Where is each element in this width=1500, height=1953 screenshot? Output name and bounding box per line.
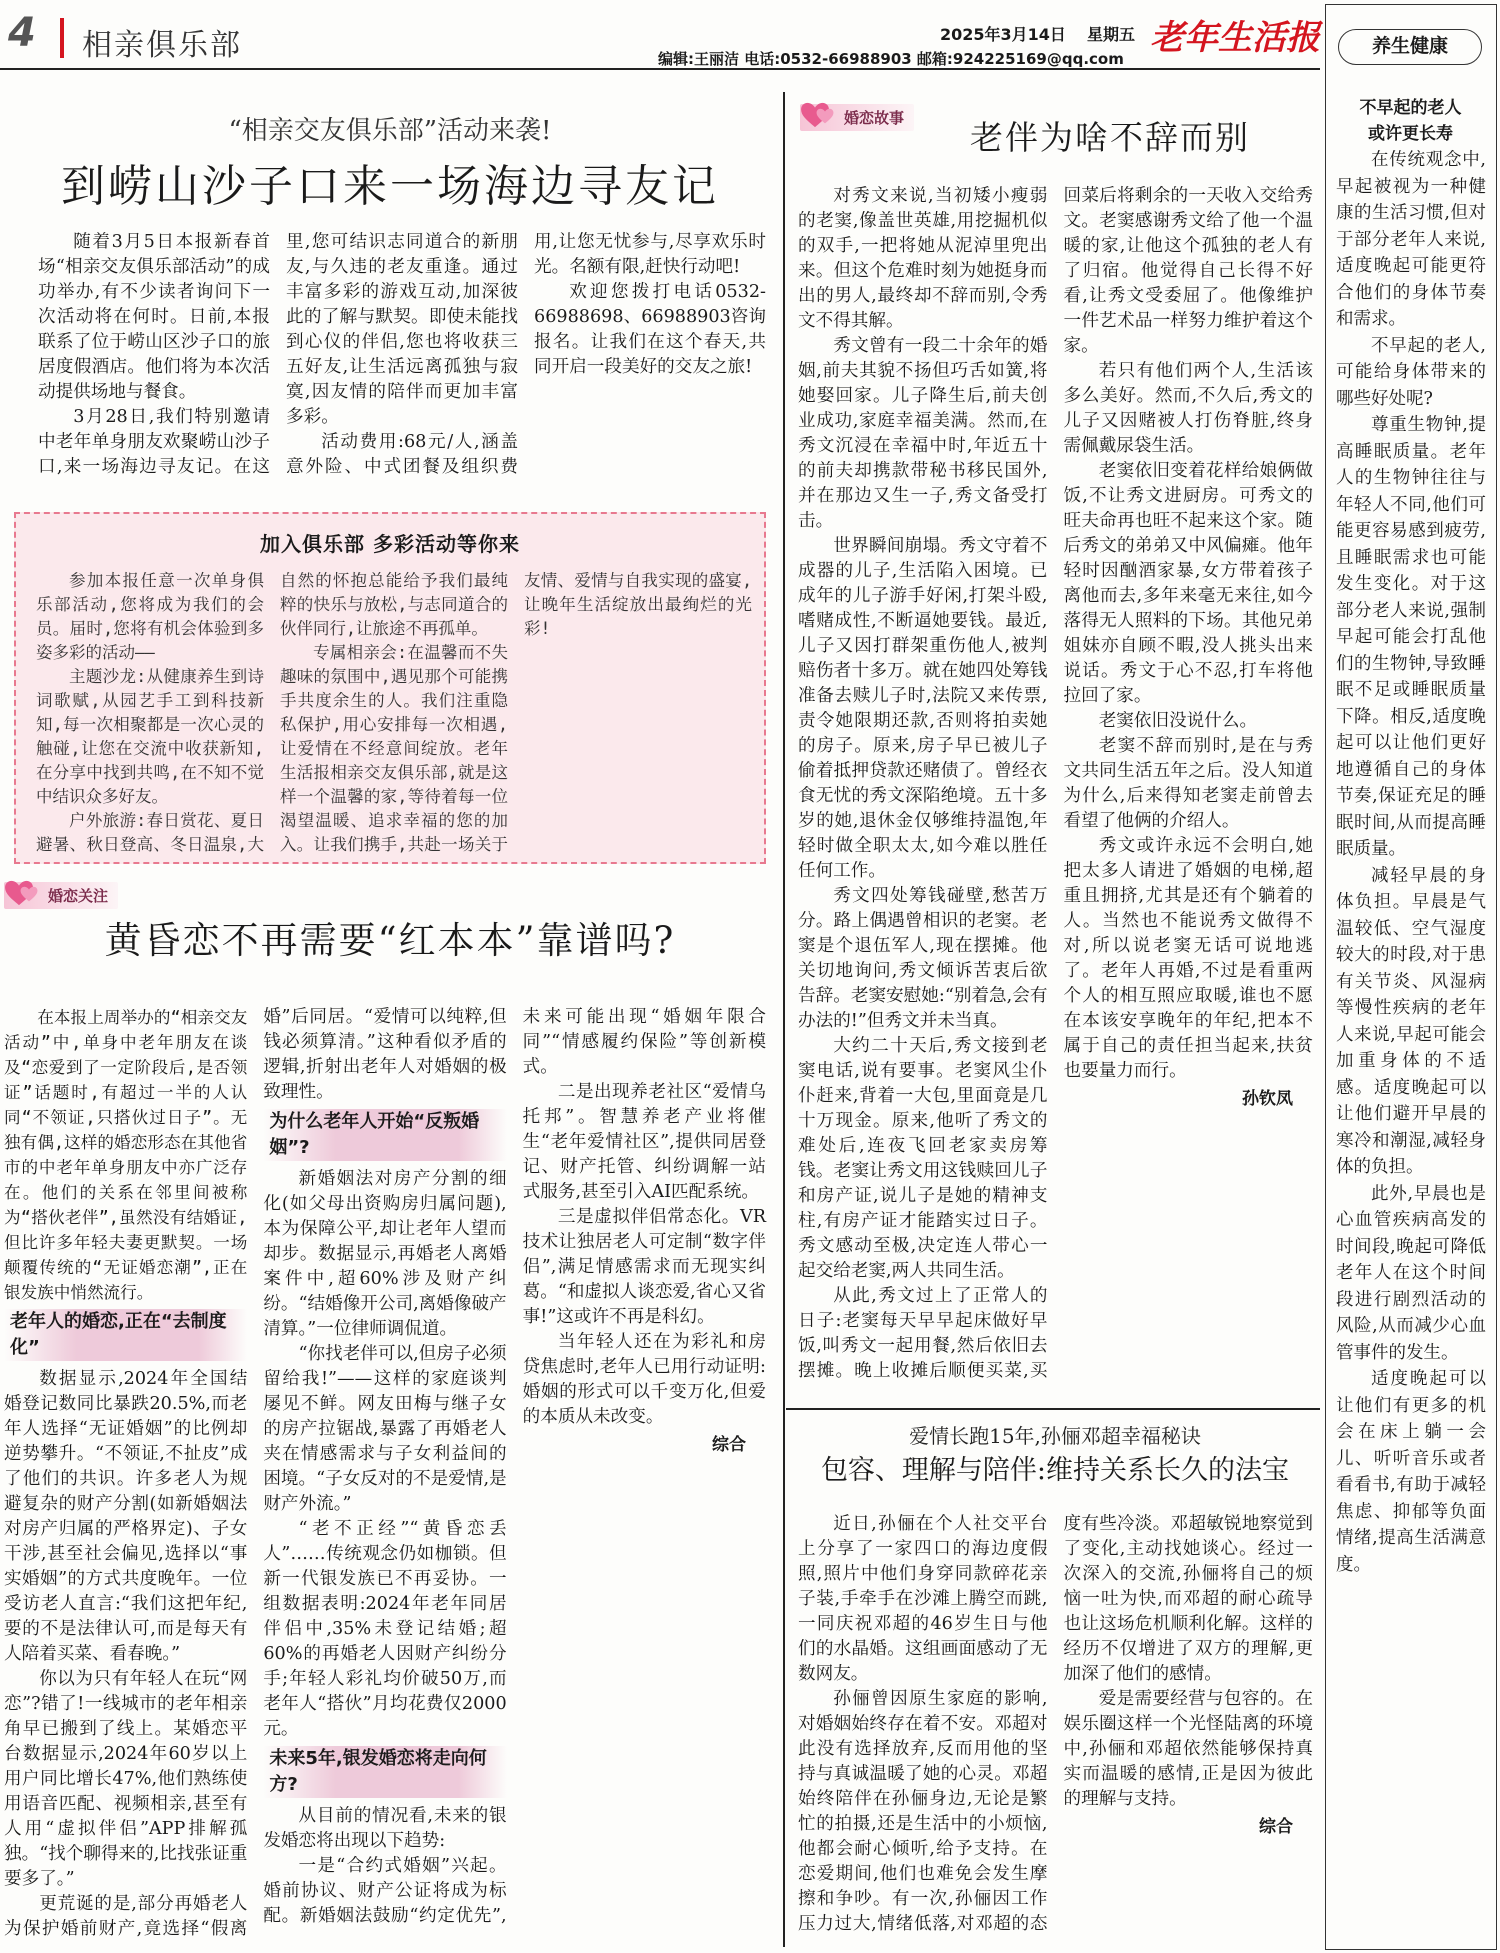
article3-para: 老窦不辞而别时,是在与秀文共同生活五年之后。没人知道为什么,后来得知老窦走前曾去看望了他俩的介绍人。	[1063, 736, 1313, 831]
article4-para: 爱是需要经营与包容的。在娱乐圈这样一个光怪陆离的环境中,孙俪和邓超依然能够保持真实而温暖的感情,正是因为彼此的理解与支持。	[1063, 1689, 1313, 1809]
sidebar-body	[1336, 147, 1486, 1942]
article2-para: 从目前的情况看,未来的银发婚恋将出现以下趋势:	[263, 1806, 507, 1851]
article1-title: 到崂山沙子口来一场海边寻友记	[61, 161, 719, 212]
sidebar-title-line2: 或许更长寿	[1368, 124, 1453, 144]
article2-para: 当年轻人还在为彩礼和房贷焦虑时,老年人已用行动证明:婚姻的形式可以千变万化,但爱的本质从未改变。	[522, 1332, 766, 1427]
issue-date: 2025年3月14日	[940, 25, 1066, 44]
issue-weekday: 星期五	[1087, 25, 1136, 44]
heart-icon	[816, 108, 834, 124]
article1-para: 随着3月5日本报新春首场“相亲交友俱乐部活动”的成功举办,有不少读者询问下一次活动将在何时。日前,本报联系了位于崂山区沙子口的旅居度假酒店。他们将为本次活动提供场地与餐食。	[38, 232, 270, 402]
article2-tag-wrap	[4, 878, 204, 908]
article1-para: 欢迎您拨打电话0532-66988698、66988903咨询报名。让我们在这个春天,共同开启一段美好的交友之旅!	[534, 282, 766, 377]
heart-icon	[20, 886, 38, 902]
sidebar-title	[1326, 95, 1495, 147]
article3-tag: 婚恋故事	[800, 104, 914, 131]
article2-para: 新婚姻法对房产分割的细化(如父母出资购房归属问题),本为保障公平,却让老年人望而却步。数据显示,再婚老人离婚案件中,超60%涉及财产纠纷。“结婚像开公司,离婚像破产清算。”一位律师调侃道。	[263, 1169, 507, 1339]
article3-para: 老窦依旧变着花样给娘俩做饭,不让秀文进厨房。可秀文的旺夫命再也旺不起来这个家。随后秀文的弟弟又中风偏瘫。他年轻时因酗酒家暴,女方带着孩子离他而去,多年来毫无来往,如今落得无人照料的下场。其他兄弟姐妹亦自顾不暇,没人挑头出来说话。秀文于心不忍,打车将他拉回了家。	[1063, 461, 1313, 706]
editor-line: 编辑:王丽洁 电话:0532-66988903 邮箱:924225169@qq.com	[658, 50, 1124, 68]
article2-para: 数据显示,2024年全国结婚登记数同比暴跌20.5%,而老年人选择“无证婚姻”的比例却逆势攀升。“不领证,不扯皮”成了他们的共识。许多老人为规避复杂的财产分割(如新婚姻法对房产归属的严格界定)、子女干涉,甚至社会偏见,选择以“事实婚姻”的方式共度晚年。一位受访老人直言:“我们这把年纪,要的不是法律认可,而是每天有人陪着买菜、看春晚。”	[4, 1369, 248, 1664]
article4-para: 孙俪曾因原生家庭的影响,对婚姻始终存在着不安。邓超对此没有选择放弃,反而用他的坚持与真诚温暖了她的心灵。邓超始终陪伴在孙俪身边,无论是繁忙的拍摄,还是生活中的小烦恼,他都会耐心倾听,给予支持。在恋爱期间,他们也难免会发生摩擦和争吵。有一次,孙俪因工作压力过大,情绪低落,对邓超的态度有些冷淡。邓超敏锐地察觉到了变化,主动找她谈心。经过一次深入的交流,孙俪将自己的烦恼一吐为快,而邓超的耐心疏导也让这场危机顺利化解。这样的经历不仅增进了双方的理解,更加深了他们的感情。	[798, 1514, 1313, 1934]
sidebar-section-label: 养生健康	[1338, 29, 1482, 65]
article2-subhead: 为什么老年人开始“反叛婚姻”?	[263, 1109, 506, 1161]
sidebar-para: 尊重生物钟,提高睡眠质量。老年人的生物钟往往与年轻人不同,他们可能更容易感到疲劳,且睡眠需求也可能发生变化。对于这部分老人来说,强制早起可能会打乱他们的生物钟,导致睡眠不足或睡眠质量下降。相反,适度晚起可以让他们更好地遵循自己的身体节奏,保证充足的睡眠时间,从而提高睡眠质量。	[1336, 415, 1486, 859]
sidebar-para: 减轻早晨的身体负担。早晨是气温较低、空气湿度较大的时段,对于患有关节炎、风湿病等慢性疾病的老年人来说,早起可能会加重身体的不适感。适度晚起可以让他们避开早晨的寒冷和潮湿,减轻身体的负担。	[1336, 865, 1486, 1177]
article3-para: 秀文或许永远不会明白,她把太多人请进了婚姻的电梯,超重且拥挤,尤其是还有个躺着的人。当然也不能说秀文做得不对,所以说老窦无话可说地逃了。老年人再婚,不过是看重两个人的相互照应取暖,谁也不愿在本该安享晚年的年纪,把本不属于自己的责任担当起来,扶贫也要量力而行。	[1063, 836, 1313, 1081]
club-box	[14, 512, 766, 864]
article2-subhead: 未来5年,银发婚恋将走向何方?	[263, 1746, 506, 1798]
paper-logo: 老年生活报	[1150, 18, 1320, 58]
article4-para: 近日,孙俪在个人社交平台上分享了一家四口的海边度假照,照片中他们身穿同款碎花亲子装,手牵手在沙滩上腾空而跳,一同庆祝邓超的46岁生日与他们的水晶婚。这组画面感动了无数网友。	[798, 1514, 1048, 1684]
article3-para: 对秀文来说,当初矮小瘦弱的老窦,像盖世英雄,用挖掘机似的双手,一把将她从泥淖里兜出来。但这个危难时刻为她挺身而出的男人,最终却不辞而别,令秀文不得其解。	[798, 186, 1048, 331]
article2-subhead: 老年人的婚恋,正在“去制度化”	[4, 1309, 247, 1361]
article4-signature: 综合	[1259, 1817, 1293, 1837]
club-box-para: 参加本报任意一次单身俱乐部活动,您将成为我们的会员。届时,您将有机会体验到多姿多彩的活动——	[36, 571, 264, 662]
section-name: 相亲俱乐部	[82, 28, 242, 63]
article2-para: 二是出现养老社区“爱情乌托邦”。智慧养老产业将催生“老年爱情社区”,提供同居登记、财产托管、纠纷调解一站式服务,甚至引入AI匹配系统。	[522, 1082, 766, 1202]
article1-kicker: “相亲交友俱乐部”活动来袭!	[228, 116, 552, 146]
article3-para: 若只有他们两个人,生活该多么美好。然而,不久后,秀文的儿子又因赌被人打伤脊脏,终身需佩戴尿袋生活。	[1063, 361, 1313, 456]
club-box-body	[36, 569, 752, 859]
article4-kicker: 爱情长跑15年,孙俪邓超幸福秘诀	[909, 1424, 1201, 1448]
header-bar	[60, 18, 64, 58]
article2-tag: 婚恋关注	[4, 882, 118, 909]
header-rule	[0, 68, 1320, 70]
sidebar-para: 不早起的老人,可能给身体带来的哪些好处呢?	[1336, 335, 1486, 409]
sidebar-frame	[1325, 4, 1497, 1950]
article2-para: 更荒诞的是,部分再婚老人为保护婚前财产,竟选择“假离婚”后同居。“爱情可以纯粹,但钱必须算清。”这种看似矛盾的逻辑,折射出老年人对婚姻的极致理性。	[4, 1007, 507, 1939]
article2-para: 三是虚拟伴侣常态化。VR技术让独居老人可定制“数字伴侣”,满足情感需求而无现实纠葛。“和虚拟人谈恋爱,省心又省事!”这或许不再是科幻。	[522, 1207, 766, 1327]
club-box-title: 加入俱乐部 多彩活动等你来	[260, 532, 520, 556]
article3-para: 大约二十天后,秀文接到老窦电话,说有要事。老窦风尘仆仆赶来,背着一大包,里面竟是几十万现金。原来,他听了秀文的难处后,连夜飞回老家卖房筹钱。老窦让秀文用这钱赎回儿子和房产证,说儿子是她的精神支柱,有房产证才能踏实过日子。秀文感动至极,决定连人带心一起交给老窦,两人共同生活。	[798, 1036, 1048, 1281]
article3-para: 老窦依旧没说什么。	[1098, 711, 1258, 731]
page-number: 4	[8, 10, 36, 56]
article4-rule	[786, 1408, 1320, 1410]
article3-signature: 孙钦凤	[1242, 1089, 1293, 1109]
column-divider	[783, 92, 785, 1947]
article3-title: 老伴为啥不辞而别	[970, 118, 1250, 157]
article2-para: “你找老伴可以,但房子必须留给我!”——这样的家庭谈判屡见不鲜。网友田梅与继子女的房产拉锯战,暴露了再婚老人夹在情感需求与子女利益间的困境。“子女反对的不是爱情,是财产外流。”	[263, 1344, 507, 1514]
sidebar-para: 在传统观念中,早起被视为一种健康的生活习惯,但对于部分老年人来说,适度晚起可能更符合他们的身体节奏和需求。	[1336, 150, 1486, 329]
article3-para: 秀文曾有一段二十余年的婚姻,前夫其貌不扬但巧舌如簧,将她娶回家。儿子降生后,前夫创业成功,家庭幸福美满。然而,在秀文沉浸在幸福中时,年近五十的前夫却携款带秘书移民国外,并在那边又生一子,秀文备受打击。	[798, 336, 1048, 531]
article2-para: “老不正经”“黄昏恋丢人”……传统观念仍如枷锁。但新一代银发族已不再妥协。一组数据表明:2024年老年同居伴侣中,35%未登记结婚;超60%的再婚老人因财产纠纷分手;年轻人彩礼均价破50万,而老年人“搭伙”月均花费仅2000元。	[263, 1519, 507, 1739]
article1-body	[38, 230, 766, 495]
article2-lead: 在本报上周举办的“相亲交友活动”中,单身中老年朋友在谈及“恋爱到了一定阶段后,是否领证”话题时,有超过一半的人认同“不领证,只搭伙过日子”。无独有偶,这样的婚恋形态在其他省市的中老年单身朋友中亦广泛存在。他们的关系在邻里间被称为“搭伙老伴”,虽然没有结婚证,但比许多年轻夫妻更默契。一场颠覆传统的“无证婚恋潮”,正在银发族中悄然流行。	[4, 1008, 248, 1302]
article3-para: 从此,秀文过上了正常人的日子:老窦每天早早起床做好早饭,叫秀文一起用餐,然后依旧去摆摊。晚上收摊后顺便买菜,买回菜后将剩余的一天收入交给秀文。老窦感谢秀文给了他一个温暖的家,让他这个孤独的老人有了归宿。他觉得自己长得不好看,让秀文受委屈了。他像维护一件艺术品一样努力维护着这个家。	[798, 186, 1313, 1381]
sidebar-para: 适度晚起可以让他们有更多的机会在床上躺一会儿、听听音乐或者看看书,有助于减轻焦虑、抑郁等负面情绪,提高生活满意度。	[1336, 1369, 1486, 1575]
article2-signature: 综合	[711, 1435, 746, 1455]
article1-para: 活动费用:68元/人,涵盖意外险、中式团餐及组织费用,让您无忧参与,尽享欢乐时光。名额有限,赶快行动吧!	[286, 232, 766, 477]
article2-body	[4, 1005, 766, 1945]
club-box-para: 主题沙龙:从健康养生到诗词歌赋,从园艺手工到科技新知,每一次相聚都是一次心灵的触碰,让您在交流中收获新知,在分享中找到共鸣,在不知不觉中结识众多好友。	[36, 667, 264, 806]
article2-para: 你以为只有年轻人在玩“网恋”?错了!一线城市的老年相亲角早已搬到了线上。某婚恋平台数据显示,2024年60岁以上用户同比增长47%,他们熟练使用语音匹配、视频相亲,甚至有人用“虚拟伴侣”APP排解孤独。“找个聊得来的,比找张证重要多了。”	[4, 1669, 248, 1889]
article3-para: 秀文四处筹钱碰壁,愁苦万分。路上偶遇曾相识的老窦。老窦是个退伍军人,现在摆摊。他关切地询问,秀文倾诉苦衷后欲告辞。老窦安慰她:“别着急,会有办法的!”但秀文并未当真。	[798, 886, 1048, 1031]
article1-para: 3月28日,我们特别邀请中老年单身朋友欢聚崂山沙子口,来一场海边寻友记。在这里,您可结识志同道合的新朋友,与久违的老友重逢。通过丰富多彩的游戏互动,加深彼此的了解与默契。即使未能找到心仪的伴侣,您也将收获三五好友,让生活远离孤独与寂寞,因友情的陪伴而更加丰富多彩。	[38, 232, 518, 477]
page-header	[0, 0, 1335, 68]
article3-body	[798, 184, 1313, 1402]
club-box-para: 专属相亲会:在温馨而不失趣味的氛围中,遇见那个可能携手共度余生的人。我们注重隐私保护,用心安排每一次相遇,让爱情在不经意间绽放。老年生活报相亲交友俱乐部,就是这样一个温馨的家,等待着每一位渴望温暖、追求幸福的您的加入。让我们携手,共赴一场关于友情、爱情与自我实现的盛宴,让晚年生活绽放出最绚烂的光彩!	[280, 571, 752, 854]
article3-para: 世界瞬间崩塌。秀文守着不成器的儿子,生活陷入困境。已成年的儿子游手好闲,打架斗殴,嗜赌成性,不断逼她要钱。最近,儿子又因打群架重伤他人,被判赔伤者十多万。就在她四处筹钱准备去赎儿子时,法院又来传票,责令她限期还款,否则将拍卖她的房子。原来,房子早已被儿子偷着抵押贷款还赌债了。曾经衣食无忧的秀文深陷绝境。五十多岁的她,退休金仅够维持温饱,年轻时做全职太太,如今难以胜任任何工作。	[798, 536, 1048, 881]
article2-para: 一是“合约式婚姻”兴起。婚前协议、财产公证将成为标配。新婚姻法鼓励“约定优先”,未来可能出现“婚姻年限合同”“情感履约保险”等创新模式。	[263, 1007, 766, 1926]
article4-title: 包容、理解与陪伴:维持关系长久的法宝	[820, 1455, 1290, 1486]
article4-body	[798, 1512, 1313, 1947]
article2-title: 黄昏恋不再需要“红本本”靠谱吗?	[104, 919, 676, 962]
sidebar-para: 此外,早晨也是心血管疾病高发的时间段,晚起可降低老年人在这个时间段进行剧烈活动的风险,从而减少心血管事件的发生。	[1336, 1183, 1486, 1363]
sidebar-title-line1: 不早起的老人	[1359, 98, 1462, 118]
club-box-para: 户外旅游:春日赏花、夏日避暑、秋日登高、冬日温泉,大自然的怀抱总能给予我们最纯粹的快乐与放松,与志同道合的伙伴同行,让旅途不再孤单。	[36, 571, 508, 854]
